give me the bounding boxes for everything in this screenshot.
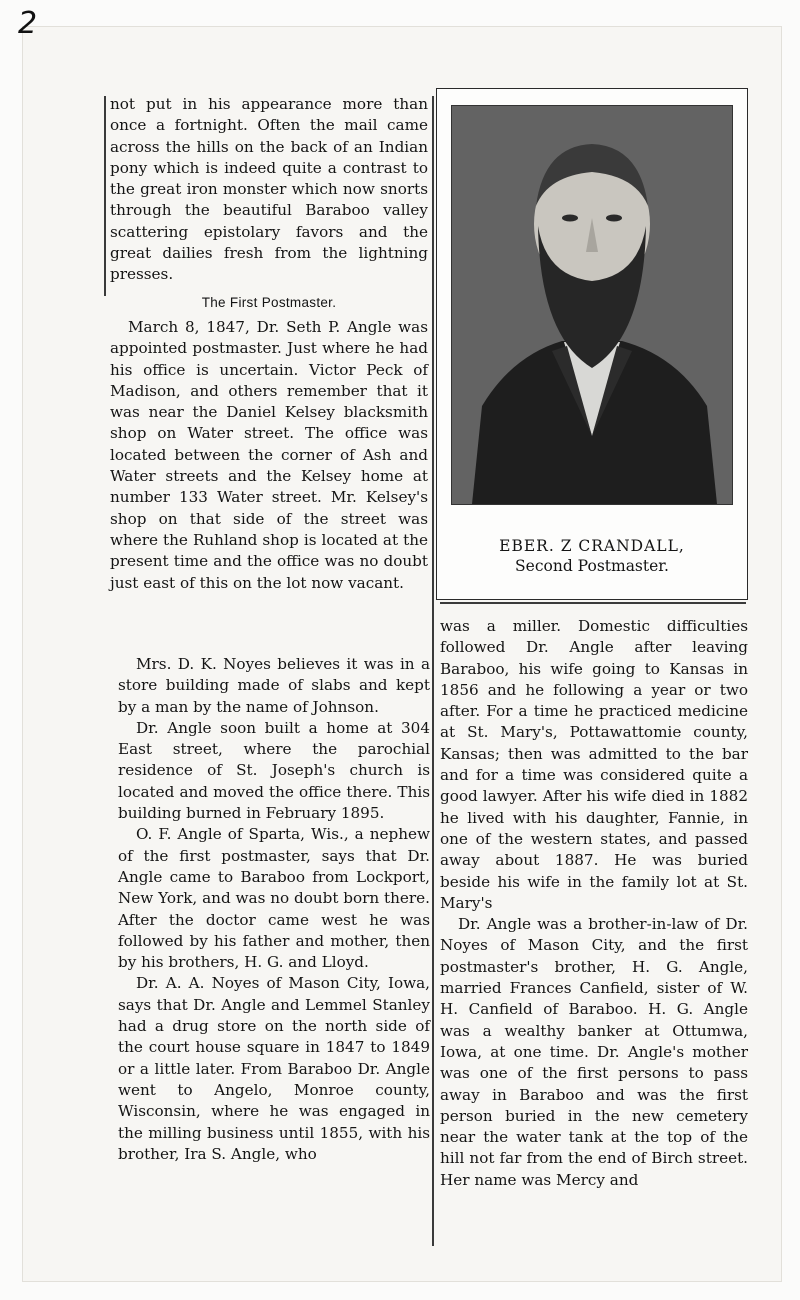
left-column-lower <box>118 654 430 1165</box>
paragraph-family-relations: Dr. Angle was a brother-in-law of Dr. Noyes of Mason City, and the first postmaster's brother, H. G. Angle, married Frances Canfield, sister of W. H. Canfield of Baraboo. H. G. Angle was a wealthy banker at Ottumwa, Iowa, at one time. Dr. Angle's mother was one of the first persons to pass away in Baraboo and was the first person buried in the new cemetery near the water tank at the top of the hill not far from the end of Birch street. Her name was Mercy and <box>440 915 748 1189</box>
right-column <box>440 616 748 1191</box>
left-column-upper <box>110 94 428 594</box>
paragraph-east-street-home: Dr. Angle soon built a home at 304 East street, where the parochial residence of St. Joseph's church is located and moved the office there. This building burned in February 1895. <box>118 718 430 823</box>
portrait-photo <box>451 105 733 505</box>
column-rule-middle <box>432 96 434 1246</box>
page-number: 2 <box>18 6 38 41</box>
paragraph-nephew-account: O. F. Angle of Sparta, Wis., a nephew of the first postmaster, says that Dr. Angle came to Baraboo from Lockport, New York, and was no doubt born there. After the doctor came west he was followed by his father and mother, then by his brothers, H. G. and Lloyd. <box>118 825 430 972</box>
portrait-illustration <box>452 106 732 504</box>
subheading-first-postmaster: The First Postmaster. <box>201 294 337 310</box>
paragraph-appointment: March 8, 1847, Dr. Seth P. Angle was appointed postmaster. Just where he had his office is uncertain. Victor Peck of Madison, and others remember that it was near the Daniel Kelsey blacksmith shop on Water street. The office was located between the corner of Ash and Water streets and the Kelsey home at number 133 Water street. Mr. Kelsey's shop on that side of the street was where the Ruhland shop is located at the present time and the office was no doubt just east of this on the lot now vacant. <box>110 317 428 592</box>
caption-title: Second Postmaster. <box>515 557 669 575</box>
paragraph-drug-store: Dr. A. A. Noyes of Mason City, Iowa, says that Dr. Angle and Lemmel Stanley had a drug store on the north side of the court house square in 1847 to 1849 or a little later. From Baraboo Dr. Angle went to Angelo, Monroe county, Wisconsin, where he was engaged in the milling business until 1855, with his brother, Ira S. Angle, who <box>118 974 430 1163</box>
portrait-caption <box>437 537 747 575</box>
caption-name: EBER. Z CRANDALL, <box>499 537 685 555</box>
paragraph-noyes-store: Mrs. D. K. Noyes believes it was in a store building made of slabs and kept by a man by the name of Johnson. <box>118 655 430 716</box>
column-rule-left <box>104 96 106 296</box>
photo-bottom-rule <box>440 602 746 604</box>
portrait-frame <box>436 88 748 600</box>
paragraph-domestic-difficulties: was a miller. Domestic difficulties followed Dr. Angle after leaving Baraboo, his wife going to Kansas in 1856 and he following a year or two after. For a time he practiced medicine at St. Mary's, Pottawattomie county, Kansas; then was admitted to the bar and for a time was considered quite a good lawyer. After his wife died in 1882 he lived with his daughter, Fannie, in one of the western states, and passed away about 1887. He was buried beside his wife in the family lot at St. Mary's <box>440 617 748 912</box>
lead-paragraph: not put in his appearance more than once a fortnight. Often the mail came across the hills on the back of an Indian pony which is indeed quite a contrast to the great iron monster which now snorts through the beautiful Baraboo valley scattering epistolary favors and the great dailies fresh from the lightning presses. <box>110 95 428 284</box>
